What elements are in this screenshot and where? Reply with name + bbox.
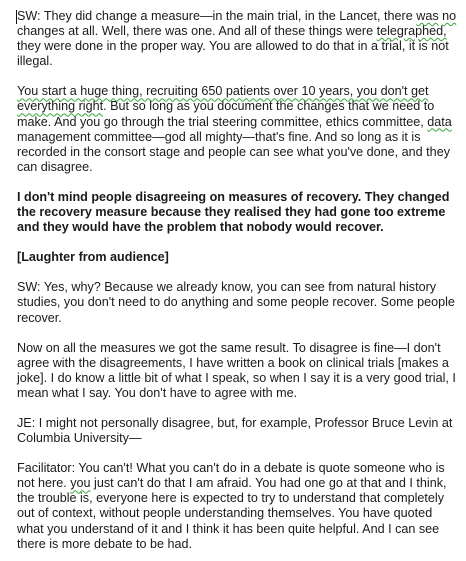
text-run: Now on all the measures we got the same result. To disagree is fine—I don't agree with the disagreements, I have written a book on clinical trials [makes a joke]. I do know a little bit of what I speak, so when I say it is a very good trial, I mean what I say. You don't have to agree with me.	[17, 340, 456, 400]
text-run: Facilitator: You can't! What you can't do in a debate is quote someone who is not here.	[17, 461, 445, 491]
paragraph-p1[interactable]	[17, 9, 460, 69]
paragraph-p2[interactable]	[17, 84, 460, 175]
text-run: [Laughter from audience]	[17, 250, 169, 265]
text-run: changes at all. Well, there was one. And all of these things were	[17, 24, 377, 39]
paragraph-p5[interactable]	[17, 280, 460, 325]
spellcheck-flagged-text: was	[416, 9, 439, 23]
text-run: management committee—god all mighty—that's fine. And so long as it is recorded in the consort stage and people can see what you've done, and they can disagree.	[17, 129, 450, 174]
text-run: SW: They did change a measure—in the main trial, in the Lancet, there	[17, 9, 417, 23]
document-body[interactable]	[17, 9, 460, 552]
spellcheck-flagged-text: you	[70, 476, 91, 491]
text-run: they were done in the proper way. You are allowed to do that in a trial, it is not illegal.	[17, 39, 449, 69]
paragraph-p3[interactable]	[17, 190, 460, 235]
spellcheck-flagged-text: data	[427, 114, 452, 129]
spellcheck-flagged-text: You start a huge thing, recruiting 650 patients over 10 years,	[17, 84, 357, 99]
paragraph-p8[interactable]	[17, 461, 460, 552]
text-run: just can't do that I am afraid. You had one go at that and I think, the trouble is, everyone here is expected to try to understand that completely out of context, without people understanding themselves. You have quoted what you understand of it and I think it has been quite helpful. And I can see there is more debate to be had.	[17, 476, 447, 551]
text-run: SW: Yes, why? Because we already know, you can see from natural history studies, you don't need to do anything and some people recover. Some people recover.	[17, 280, 455, 325]
spellcheck-flagged-text: telegraphed,	[376, 24, 447, 39]
paragraph-p6[interactable]	[17, 341, 460, 401]
text-run: . But so long as you document the changes that we need to make. And you go through the trial steering committee, ethics committee,	[17, 99, 435, 129]
text-cursor	[16, 10, 17, 24]
paragraph-p4[interactable]	[17, 250, 460, 265]
spellcheck-flagged-text: you don't get everything right	[17, 84, 429, 114]
text-run: JE: I might not personally disagree, but, for example, Professor Bruce Levin at Columbia University—	[17, 415, 453, 446]
paragraph-p7[interactable]	[17, 416, 460, 446]
spellcheck-flagged-text: no	[442, 9, 457, 23]
text-run: I don't mind people disagreeing on measures of recovery. They changed the recovery measure because they realised they had gone too extreme and they would have the problem that nobody would recover.	[17, 189, 450, 235]
